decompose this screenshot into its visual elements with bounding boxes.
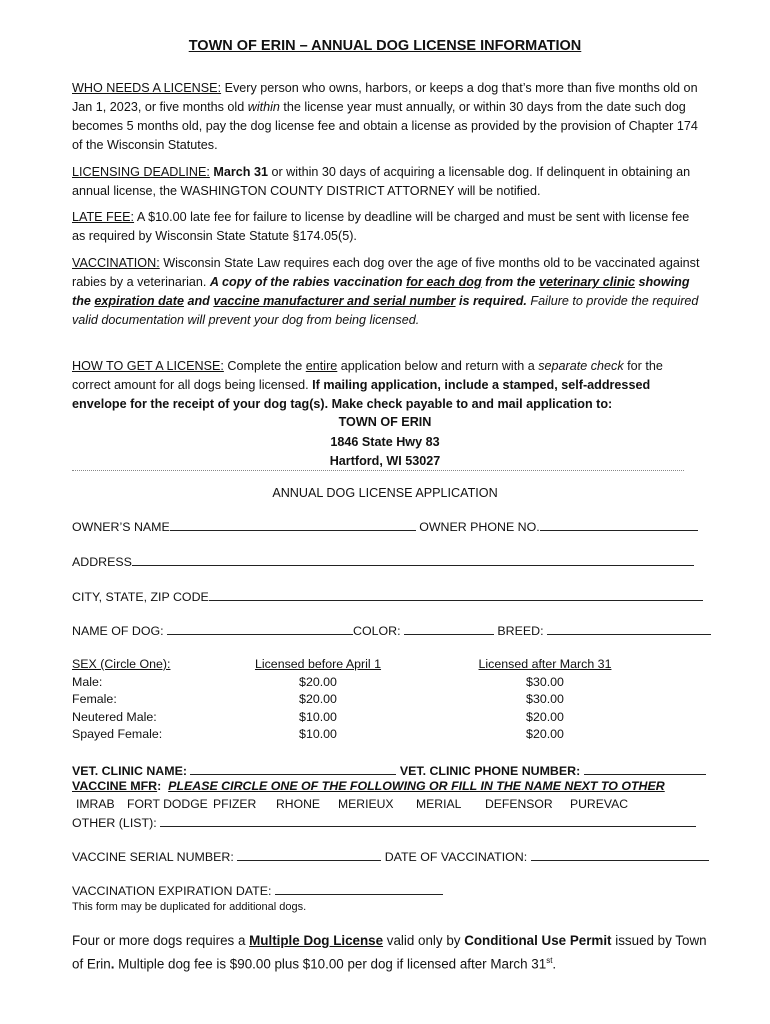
vacc-bold-1: A copy of the rabies vaccination [209,275,407,289]
how-entire: entire [305,359,338,373]
how-text-1: Complete the [223,359,306,373]
expiration-row [72,882,443,898]
fee-after-male: $30.00 [526,674,564,689]
mfr-purevac[interactable]: PUREVAC [570,797,629,811]
vet-clinic-phone-label: VET. CLINIC PHONE NUMBER: [396,764,584,778]
who-needs-license-paragraph [72,79,702,155]
vacc-label: VACCINATION: [72,256,160,270]
footer-end: . [552,956,557,972]
other-label: OTHER (LIST): [72,816,161,830]
owner-name-field[interactable] [170,518,416,531]
city-label: CITY, STATE, ZIP CODE [72,590,209,604]
how-label: HOW TO GET A LICENSE: [72,359,224,373]
mfr-merial[interactable]: MERIAL [416,797,462,811]
duplicate-note: This form may be duplicated for additional dogs. [72,901,307,913]
vacc-text-2: Failure to provide the required valid documentation will prevent your dog from being licensed. [72,294,699,327]
vet-clinic-phone-field[interactable] [584,762,706,775]
serial-field[interactable] [237,848,381,861]
fee-after-spayed: $20.00 [526,727,564,741]
who-text-2: the license year must annually, or within 30 days from the date such dog becomes 5 months old, pay the dog license fee and obtain a license as provided by the provision of Chapter 174 of the Wisconsin Statutes. [72,100,698,152]
cut-line-divider [72,470,684,471]
footer-multiple-dog-license: Multiple Dog License [249,933,384,948]
application-heading: ANNUAL DOG LICENSE APPLICATION [272,486,498,500]
owner-row [72,518,698,534]
owner-phone-field[interactable] [540,518,698,531]
vaccination-paragraph [72,254,702,330]
sex-male[interactable]: Male: [72,674,103,689]
fee-before-neutered: $10.00 [299,709,337,724]
breed-field[interactable] [547,622,711,635]
footer-superscript: st [546,956,553,965]
late-label: LATE FEE: [72,210,135,224]
vet-clinic-row [72,762,706,778]
vaccine-mfr-row [72,779,665,793]
breed-label: BREED: [493,624,547,638]
color-field[interactable] [404,622,494,635]
expiration-label: VACCINATION EXPIRATION DATE: [72,884,275,898]
vacc-bold-3: showing the [72,275,690,308]
deadline-date: March 31 [209,165,268,179]
mfr-instruction: PLEASE CIRCLE ONE OF THE FOLLOWING OR FILL IN THE NAME NEXT TO OTHER [168,779,665,793]
footer-conditional-use-permit: Conditional Use Permit [464,933,612,948]
vaccination-date-field[interactable] [531,848,709,861]
before-heading: Licensed before April 1 [254,657,382,671]
multiple-dog-footer [72,931,712,974]
mfr-rhone[interactable]: RHONE [276,797,321,811]
how-text-2: application below and return with a [337,359,539,373]
sex-neutered-male[interactable]: Neutered Male: [72,709,157,724]
mfr-colon: : [157,779,162,793]
late-text: A $10.00 late fee for failure to license by deadline will be charged and must be sent with license fee as required by Wisconsin State Statute §174.05(5). [72,210,690,243]
address-line-2: 1846 State Hwy 83 [330,434,440,449]
mfr-label: VACCINE MFR [72,779,158,793]
footer-text-4: Multiple dog fee is $90.00 plus $10.00 per dog if licensed after March 31 [114,956,547,972]
how-bold-text: If mailing application, include a stamped, self-addressed envelope for the receipt of your dog tag(s). Make check payable to and mail application to: [72,378,651,411]
footer-dot: . [110,956,115,972]
fee-after-column [465,656,625,744]
fee-before-male: $20.00 [299,674,337,689]
sex-female[interactable]: Female: [72,692,117,706]
owner-phone-label: OWNER PHONE NO. [415,520,540,534]
other-mfr-row [72,814,696,830]
dog-name-field[interactable] [167,622,353,635]
vacc-bold-2: from the [481,275,540,289]
footer-text-2: valid only by [383,933,465,948]
vacc-bold-5: is required. [455,294,527,308]
deadline-label: LICENSING DEADLINE: [72,165,210,179]
vacc-text: Wisconsin State Law requires each dog over the age of five months old to be vaccinated against rabies by a veterinarian. [72,256,700,289]
sex-spayed-female[interactable]: Spayed Female: [72,727,163,741]
fee-before-female: $20.00 [299,692,337,706]
address-row [72,553,694,569]
how-text-3: for the correct amount for all dogs being licensed. [72,359,663,392]
expiration-field[interactable] [275,882,443,895]
footer-text-1: Four or more dogs requires a [72,933,250,948]
vacc-bold-4: and [183,294,214,308]
who-within: within [247,100,280,114]
mfr-pfizer[interactable]: PFIZER [213,797,257,811]
address-field[interactable] [132,553,694,566]
mfr-imrab[interactable]: IMRAB [76,797,115,811]
vacc-underline-2: veterinary clinic [539,275,635,289]
dog-name-label: NAME OF DOG: [72,624,167,638]
serial-date-row [72,848,709,864]
color-label: COLOR: [353,624,404,638]
who-label: WHO NEEDS A LICENSE: [72,81,222,95]
vacc-underline-1: for each dog [406,275,482,289]
sex-column [72,656,170,744]
licensing-deadline-paragraph [72,163,702,201]
address-label: ADDRESS [72,555,132,569]
vacc-underline-4: vaccine manufacturer and serial number [213,294,456,308]
vaccination-date-label: DATE OF VACCINATION: [381,850,531,864]
vacc-underline-3: expiration date [94,294,184,308]
sex-heading: SEX (Circle One): [72,657,171,671]
city-row [72,588,703,604]
mfr-fort-dodge[interactable]: FORT DODGE [127,797,208,811]
fee-before-column [238,656,398,744]
fee-after-female: $30.00 [526,692,564,706]
city-field[interactable] [209,588,703,601]
footer-text-3: issued by Town of Erin [72,933,707,972]
mailing-address [0,413,770,472]
deadline-text: or within 30 days of acquiring a licensable dog. If delinquent in obtaining an annual license, the WASHINGTON COUNTY DISTRICT ATTORNEY will be notified. [72,165,691,198]
fee-before-spayed: $10.00 [299,727,337,741]
dog-row [72,622,711,638]
how-separate-check: separate check [538,359,624,373]
mfr-defensor[interactable]: DEFENSOR [485,797,553,811]
vet-clinic-name-label: VET. CLINIC NAME: [72,764,191,778]
vet-clinic-name-field[interactable] [190,762,396,775]
serial-label: VACCINE SERIAL NUMBER: [72,850,238,864]
address-line-3: Hartford, WI 53027 [329,454,441,468]
other-mfr-field[interactable] [160,814,696,827]
who-text-1: Every person who owns, harbors, or keeps a dog that’s more than five months old on Jan 1, 2023, or five months old [72,81,698,114]
late-fee-paragraph [72,208,702,246]
mfr-merieux[interactable]: MERIEUX [338,797,394,811]
how-to-get-license-paragraph [72,357,702,414]
address-line-1: TOWN OF ERIN [338,415,432,429]
after-heading: Licensed after March 31 [478,657,612,671]
fee-after-neutered: $20.00 [526,709,564,724]
document-title: TOWN OF ERIN – ANNUAL DOG LICENSE INFORMATION [188,38,582,54]
owner-name-label: OWNER’S NAME [72,520,170,534]
